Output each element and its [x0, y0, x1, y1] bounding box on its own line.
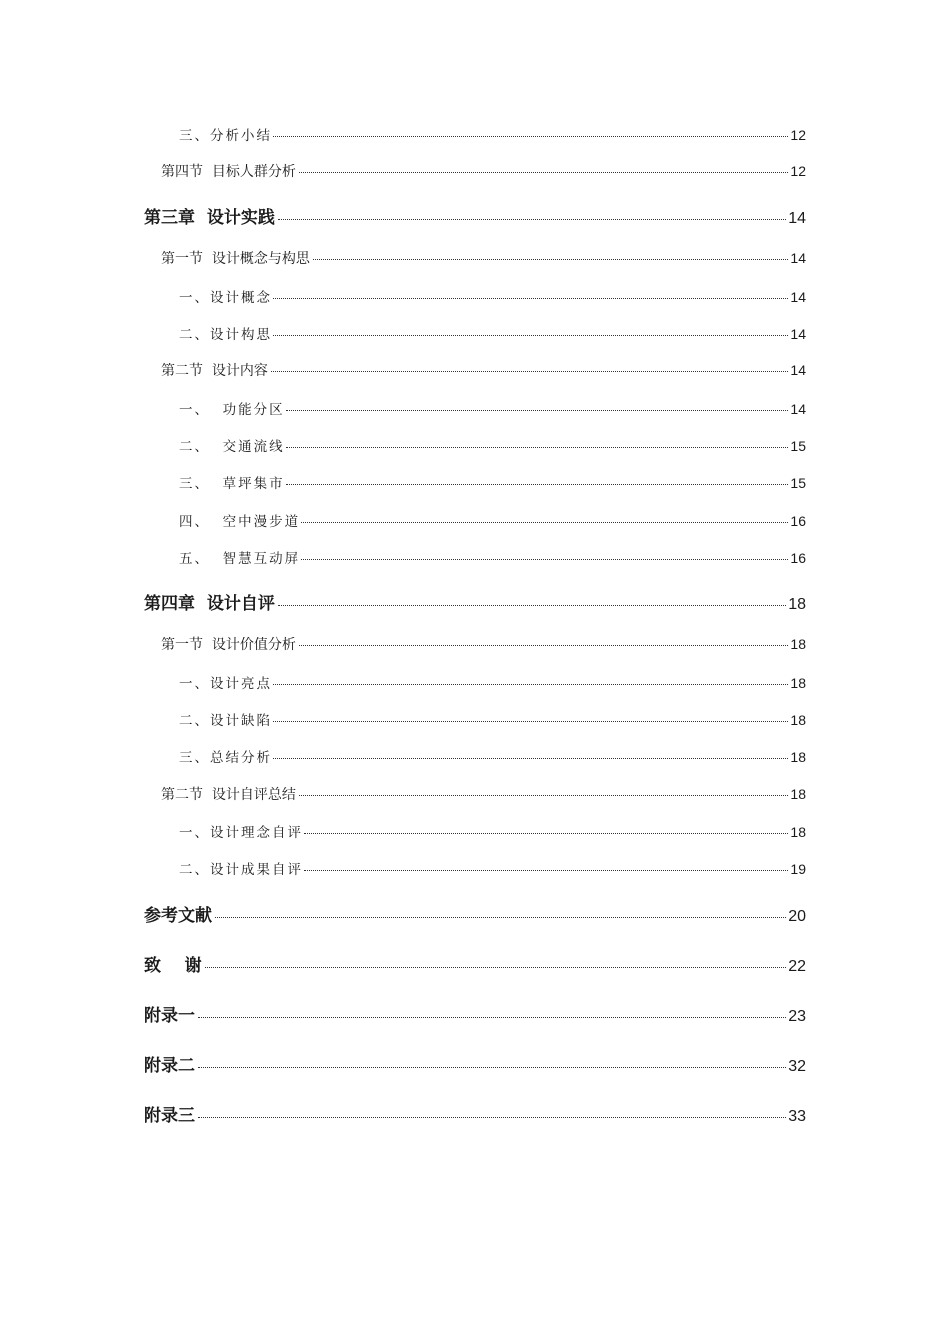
toc-entry-title: 四、 空中漫步道	[179, 514, 301, 530]
toc-entry-title: 二、设计缺陷	[179, 713, 272, 729]
dot-leader	[273, 297, 788, 299]
dot-leader	[286, 483, 789, 485]
dot-leader	[278, 218, 786, 220]
toc-entry[interactable]	[161, 360, 806, 380]
toc-entry-title: 一、 功能分区	[179, 402, 285, 418]
toc-entry[interactable]	[179, 323, 806, 343]
toc-entry[interactable]	[179, 821, 806, 841]
dot-leader	[299, 171, 789, 173]
toc-entry-title: 二、设计构思	[179, 327, 272, 343]
toc-entry-title: 三、分析小结	[179, 128, 272, 144]
toc-entry[interactable]	[144, 1101, 806, 1126]
toc-entry-title: 致 谢	[144, 956, 202, 976]
toc-entry-page: 18	[790, 749, 806, 765]
toc-entry[interactable]	[179, 124, 806, 144]
toc-entry-page: 16	[790, 513, 806, 529]
toc-entry-page: 18	[790, 824, 806, 840]
toc-entry[interactable]	[144, 901, 806, 926]
toc-entry-title: 附录二	[144, 1056, 195, 1076]
toc-entry-title: 三、 草坪集市	[179, 476, 285, 492]
toc-entry-title: 第二节 设计内容	[161, 363, 268, 379]
toc-entry[interactable]	[179, 398, 806, 418]
toc-entry[interactable]	[179, 472, 806, 492]
toc-entry[interactable]	[161, 634, 806, 654]
toc-entry[interactable]	[144, 203, 806, 228]
toc-entry[interactable]	[179, 435, 806, 455]
dot-leader	[304, 869, 788, 871]
toc-entry[interactable]	[161, 248, 806, 268]
toc-entry[interactable]	[144, 1001, 806, 1026]
toc-entry-title: 第四节 目标人群分析	[161, 164, 296, 180]
toc-entry[interactable]	[161, 784, 806, 804]
toc-entry-title: 参考文献	[144, 906, 212, 926]
toc-entry-title: 三、总结分析	[179, 750, 272, 766]
toc-entry-title: 附录一	[144, 1006, 195, 1026]
toc-entry-page: 20	[788, 908, 806, 925]
toc-entry-title: 第四章 设计自评	[144, 594, 275, 614]
dot-leader	[304, 832, 788, 834]
dot-leader	[273, 334, 788, 336]
toc-entry-page: 14	[790, 250, 806, 266]
dot-leader	[215, 916, 786, 918]
toc-entry-page: 15	[790, 475, 806, 491]
dot-leader	[198, 1116, 786, 1118]
toc-entry-title: 第一节 设计价值分析	[161, 637, 296, 653]
toc-entry[interactable]	[179, 672, 806, 692]
dot-leader	[278, 604, 786, 606]
toc-entry[interactable]	[179, 709, 806, 729]
toc-entry-title: 五、 智慧互动屏	[179, 551, 301, 567]
toc-entry[interactable]	[144, 951, 806, 976]
toc-entry-title: 一、设计亮点	[179, 676, 272, 692]
dot-leader	[273, 720, 788, 722]
toc-entry-title: 第二节 设计自评总结	[161, 787, 296, 803]
toc-entry-page: 12	[790, 127, 806, 143]
dot-leader	[205, 966, 787, 968]
toc-entry-page: 18	[790, 675, 806, 691]
toc-entry[interactable]	[179, 286, 806, 306]
toc-entry-page: 14	[790, 401, 806, 417]
dot-leader	[299, 644, 789, 646]
toc-entry-page: 15	[790, 438, 806, 454]
toc-entry-page: 18	[788, 596, 806, 613]
toc-entry-page: 14	[790, 362, 806, 378]
dot-leader	[198, 1016, 786, 1018]
toc-entry[interactable]	[161, 161, 806, 181]
toc-entry-page: 22	[788, 958, 806, 975]
dot-leader	[299, 794, 789, 796]
dot-leader	[286, 409, 789, 411]
toc-entry-title: 二、 交通流线	[179, 439, 285, 455]
toc-entry-page: 33	[788, 1108, 806, 1125]
toc-entry-page: 16	[790, 550, 806, 566]
toc-entry-page: 12	[790, 163, 806, 179]
dot-leader	[273, 135, 788, 137]
toc-entry[interactable]	[144, 1051, 806, 1076]
toc-entry-title: 二、设计成果自评	[179, 862, 303, 878]
dot-leader	[313, 258, 789, 260]
toc-entry[interactable]	[144, 589, 806, 614]
toc-entry-title: 一、设计理念自评	[179, 825, 303, 841]
toc-entry-page: 14	[790, 326, 806, 342]
dot-leader	[301, 521, 788, 523]
toc-entry-page: 19	[790, 861, 806, 877]
dot-leader	[273, 683, 788, 685]
toc-entry-page: 18	[790, 712, 806, 728]
toc-entry-title: 附录三	[144, 1106, 195, 1126]
dot-leader	[301, 558, 788, 560]
toc-entry-page: 32	[788, 1058, 806, 1075]
toc-entry-page: 23	[788, 1008, 806, 1025]
toc-entry-page: 18	[790, 636, 806, 652]
toc-entry[interactable]	[179, 746, 806, 766]
dot-leader	[286, 446, 789, 448]
toc-entry-page: 14	[788, 210, 806, 227]
toc-entry-page: 18	[790, 786, 806, 802]
dot-leader	[273, 757, 788, 759]
toc-entry-title: 第一节 设计概念与构思	[161, 251, 310, 267]
toc-entry[interactable]	[179, 858, 806, 878]
toc-entry-page: 14	[790, 289, 806, 305]
dot-leader	[271, 370, 789, 372]
toc-entry[interactable]	[179, 547, 806, 567]
dot-leader	[198, 1066, 786, 1068]
toc-entry-title: 第三章 设计实践	[144, 208, 275, 228]
toc-entry[interactable]	[179, 510, 806, 530]
toc-entry-title: 一、设计概念	[179, 290, 272, 306]
